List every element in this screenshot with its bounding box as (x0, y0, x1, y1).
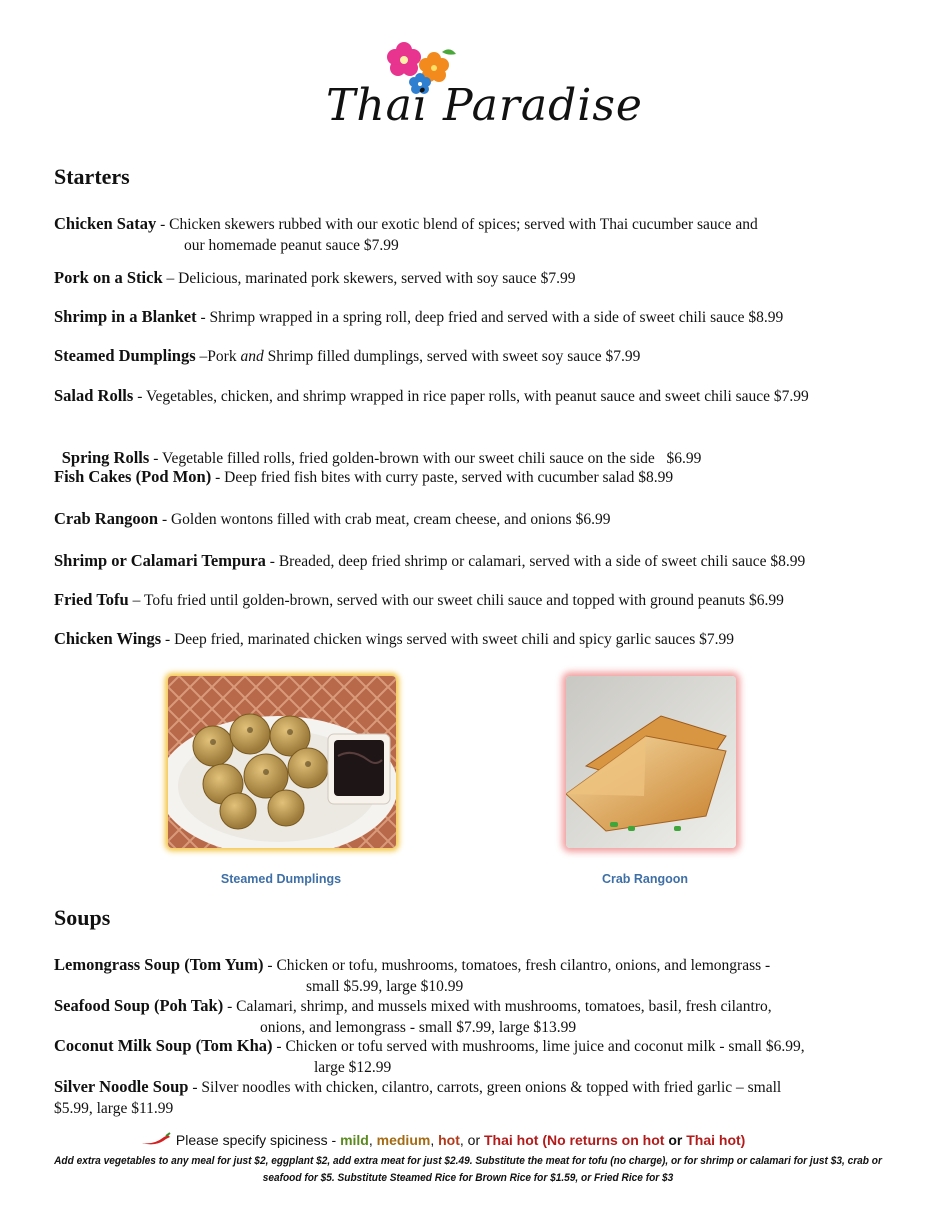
spiciness-note (140, 1132, 840, 1148)
item-description-cont: large $12.99 (314, 1059, 392, 1076)
separator: - (156, 216, 170, 233)
item-name: Crab Rangoon (54, 509, 159, 528)
item-description: Vegetable filled rolls, fried golden-brown with our sweet chili sauce on the side $6.99 (161, 450, 702, 467)
item-description: Chicken skewers rubbed with our exotic blend of spices; served with Thai cucumber sauce and (169, 216, 758, 233)
photo-caption: Steamed Dumplings (220, 872, 342, 886)
separator: - (158, 511, 171, 528)
item-description: Shrimp filled dumplings, served with sweet soy sauce $7.99 (263, 348, 641, 365)
item-description: Breaded, deep fried shrimp or calamari, served with a side of sweet chili sauce $8.99 (278, 553, 806, 570)
item-name: Shrimp or Calamari Tempura (54, 551, 266, 570)
no-returns-note: (No returns on hot (538, 1132, 665, 1148)
item-name: Chicken Satay (54, 214, 157, 233)
logo (320, 38, 643, 138)
menu-item (54, 995, 894, 1038)
menu-item (54, 426, 894, 469)
item-name: Chicken Wings (54, 629, 162, 648)
starters-heading: Starters (54, 164, 130, 189)
menu-item (54, 306, 894, 328)
item-description: Tofu fried until golden-brown, served with our sweet chili sauce and topped with ground peanuts $6.99 (143, 592, 784, 609)
separator: – (162, 270, 179, 287)
menu-item (54, 466, 894, 488)
separator: - (272, 1038, 286, 1055)
item-description: Calamari, shrimp, and mussels mixed with mushrooms, tomatoes, basil, fresh cilantro, (236, 998, 772, 1015)
separator: – (195, 348, 208, 365)
item-name: Fried Tofu (54, 590, 129, 609)
item-name: Seafood Soup (Poh Tak) (54, 996, 224, 1015)
item-name: Salad Rolls (54, 386, 134, 405)
photo-caption: Crab Rangoon (601, 872, 689, 886)
separator: , or (459, 1132, 484, 1148)
crab-rangoon-photo (566, 676, 736, 848)
soups-heading: Soups (54, 905, 111, 930)
spiciness-prefix: Please specify spiciness - (175, 1132, 341, 1148)
spice-level-mild: mild (340, 1132, 369, 1148)
no-returns-note: Thai hot) (686, 1132, 746, 1148)
menu-item (54, 267, 894, 289)
separator: - (133, 388, 146, 405)
item-description: Chicken or tofu served with mushrooms, lime juice and coconut milk - small $6.99, (285, 1038, 805, 1055)
item-description: Silver noodles with chicken, cilantro, carrots, green onions & topped with fried garlic – small (201, 1079, 782, 1096)
separator: - (188, 1079, 202, 1096)
separator: - (223, 998, 237, 1015)
separator: or (664, 1132, 687, 1148)
item-description: Golden wontons filled with crab meat, cream cheese, and onions $6.99 (170, 511, 611, 528)
item-name: Steamed Dumplings (54, 346, 196, 365)
menu-item (54, 628, 894, 650)
menu-item (54, 345, 894, 367)
item-name: Silver Noodle Soup (54, 1077, 189, 1096)
item-description: Deep fried, marinated chicken wings served with sweet chili and spicy garlic sauces $7.99 (174, 631, 735, 648)
menu-item (54, 508, 894, 530)
steamed-dumplings-photo (168, 676, 396, 848)
item-description-cont: our homemade peanut sauce $7.99 (184, 237, 399, 254)
item-name: Lemongrass Soup (Tom Yum) (54, 955, 264, 974)
separator: - (161, 631, 175, 648)
restaurant-name: Thai Paradise (326, 80, 643, 131)
item-description: Deep fried fish bites with curry paste, served with cucumber salad $8.99 (224, 469, 674, 486)
menu-item (54, 1035, 894, 1078)
separator: - (263, 957, 277, 974)
separator: , (368, 1132, 377, 1148)
item-description-cont: small $5.99, large $10.99 (306, 978, 464, 995)
item-description-emphasis: and (240, 348, 264, 365)
menu-item (54, 385, 894, 407)
item-description: Pork (207, 348, 241, 365)
separator: - (196, 309, 210, 326)
item-description-cont: $5.99, large $11.99 (54, 1100, 174, 1117)
separator: - (211, 469, 225, 486)
spice-level-hot: hot (438, 1132, 460, 1148)
spice-level-medium: medium (376, 1132, 431, 1148)
item-name: Shrimp in a Blanket (54, 307, 197, 326)
item-name: Pork on a Stick (54, 268, 163, 287)
item-name: Spring Rolls (61, 448, 150, 467)
menu-item (54, 589, 894, 611)
extras-footnote: Add extra vegetables to any meal for just $2, eggplant $2, add extra meat for just $2.49. Substitute the meat for tofu (no charge), or for shrimp or calamari for just $3, crab or seafood for $5. Substitute Steamed Rice for Brown Rice for $1.59, or Fried Rice for $3 (54, 1155, 882, 1184)
item-description: Shrimp wrapped in a spring roll, deep fried and served with a side of sweet chili sauce $8.99 (209, 309, 784, 326)
item-description: Chicken or tofu, mushrooms, tomatoes, fresh cilantro, onions, and lemongrass - (276, 957, 771, 974)
chili-pepper-icon (140, 1132, 172, 1146)
item-description: Delicious, marinated pork skewers, served with soy sauce $7.99 (178, 270, 576, 287)
item-name: Fish Cakes (Pod Mon) (54, 467, 212, 486)
menu-item (54, 954, 894, 997)
item-name: Coconut Milk Soup (Tom Kha) (54, 1036, 273, 1055)
separator: , (430, 1132, 439, 1148)
spice-level-thai-hot: Thai hot (484, 1132, 539, 1148)
item-description: Vegetables, chicken, and shrimp wrapped in rice paper rolls, with peanut sauce and sweet chili sauce $7.99 (145, 388, 809, 405)
item-description-cont: onions, and lemongrass - small $7.99, large $13.99 (260, 1019, 577, 1036)
menu-item (54, 213, 894, 256)
separator: - (149, 450, 162, 467)
menu-item (54, 550, 894, 572)
separator: – (128, 592, 144, 609)
separator: - (265, 553, 279, 570)
menu-item (54, 1076, 894, 1119)
